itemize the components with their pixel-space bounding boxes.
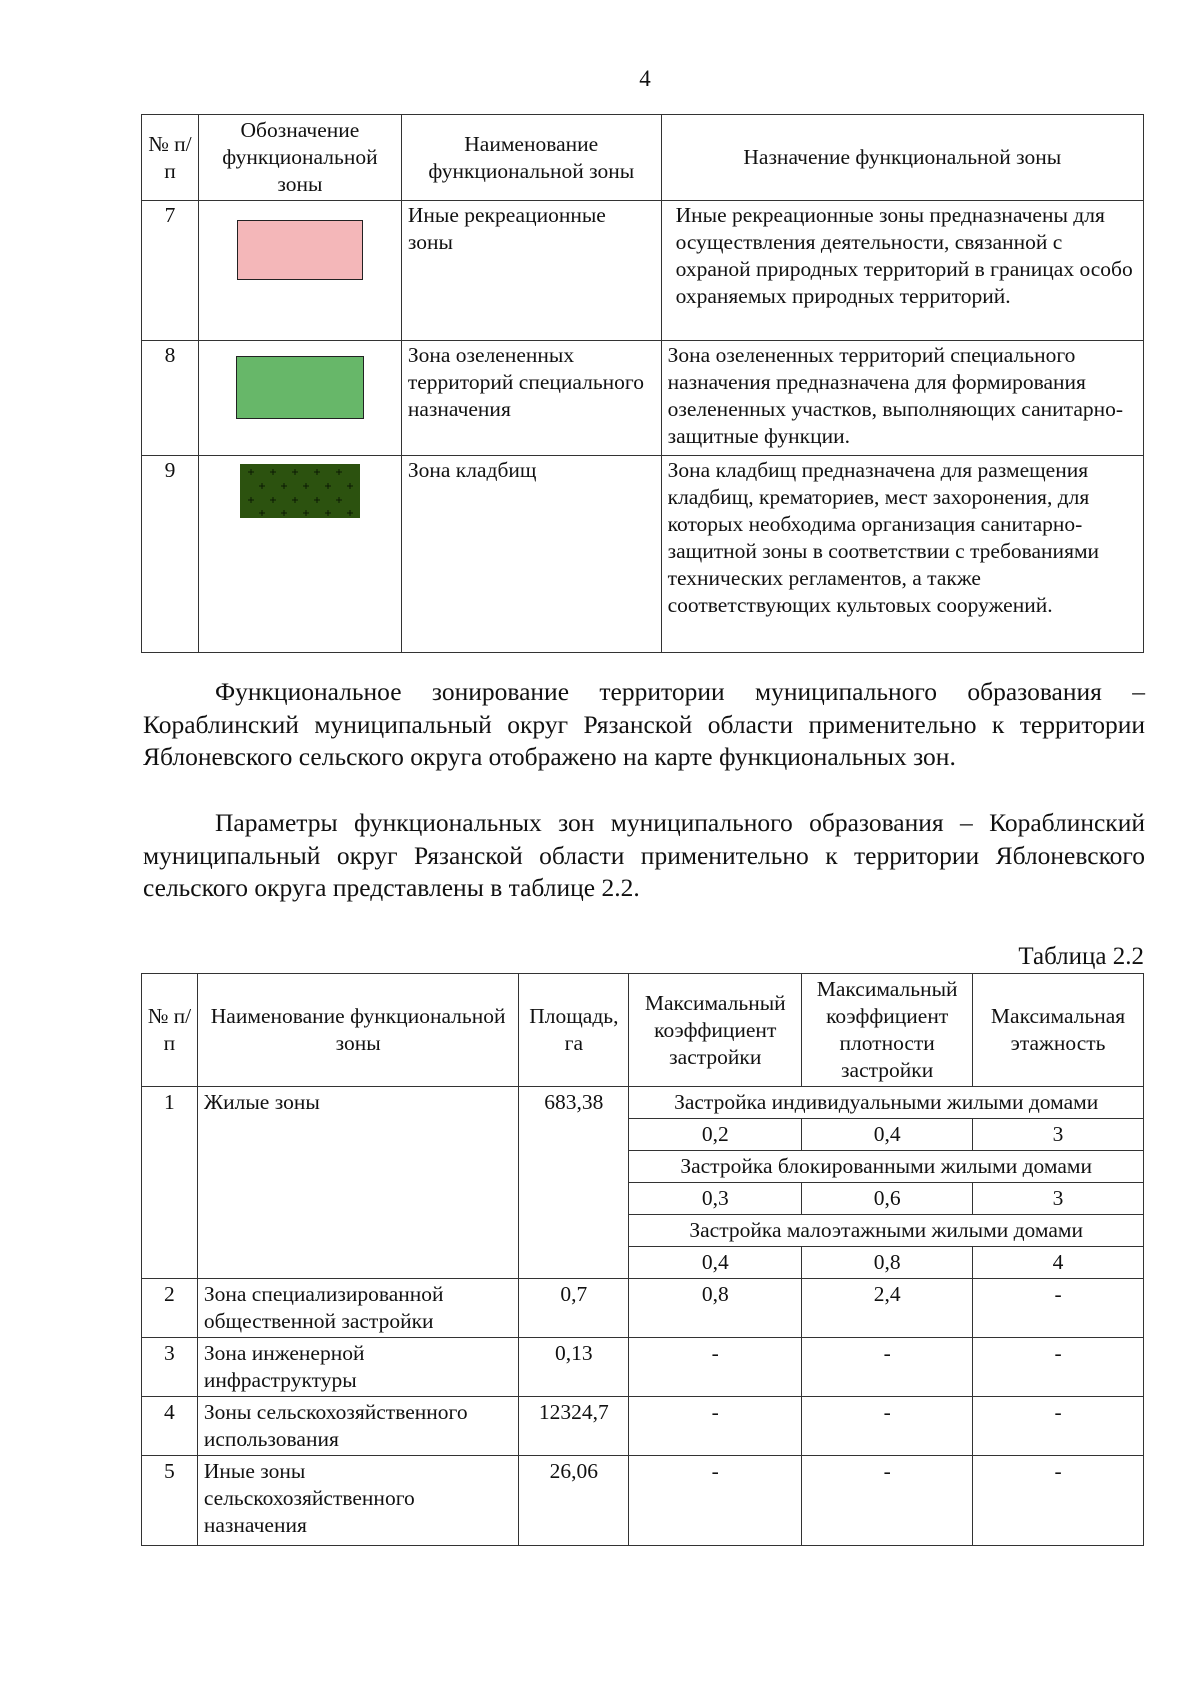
value-coverage: - — [629, 1397, 802, 1456]
zone-name: Иные рекреационные зоны — [401, 201, 661, 341]
row-name: Зона инженерной инфраструктуры — [197, 1338, 519, 1397]
subtype-label: Застройка блокированными жилыми домами — [629, 1151, 1144, 1183]
zone-parameters-table — [141, 973, 1144, 1546]
cross-pattern-icon — [240, 464, 360, 518]
table-row — [142, 1338, 1144, 1397]
zone-name: Зона кладбищ — [401, 456, 661, 653]
value-floors: - — [973, 1279, 1144, 1338]
zone-purpose: Зона кладбищ предназначена для размещения кладбищ, крематориев, мест захоронения, для которых необходима организация санитарно-защитной зоны в соответствии с требованиями технических регламентов, а также соответствующих культовых сооружений. — [661, 456, 1143, 653]
header-max-coverage: Максимальный коэффициент застройки — [629, 974, 802, 1087]
header-num: № п/п — [142, 974, 198, 1087]
value-coverage: 0,3 — [629, 1183, 802, 1215]
value-density: - — [802, 1397, 973, 1456]
zone-symbol-cell — [198, 456, 401, 653]
row-area: 12324,7 — [519, 1397, 629, 1456]
row-num: 4 — [142, 1397, 198, 1456]
value-density: 0,8 — [802, 1247, 973, 1279]
row-num: 5 — [142, 1456, 198, 1546]
row-area: 0,13 — [519, 1338, 629, 1397]
zone-row-8 — [142, 341, 1144, 456]
page-number: 4 — [639, 66, 651, 91]
value-floors: - — [973, 1456, 1144, 1546]
zone-num: 8 — [142, 341, 199, 456]
header-num: № п/п — [142, 115, 199, 201]
header-max-density: Максимальный коэффициент плотности застройки — [802, 974, 973, 1087]
zone-name: Зона озелененных территорий специального назначения — [401, 341, 661, 456]
value-floors: 3 — [973, 1119, 1144, 1151]
header-name: Наименование функциональной зоны — [197, 974, 519, 1087]
value-floors: - — [973, 1397, 1144, 1456]
value-coverage: 0,4 — [629, 1247, 802, 1279]
value-density: - — [802, 1338, 973, 1397]
cemetery-zone-swatch — [240, 464, 360, 518]
table-row — [142, 1456, 1144, 1546]
row-area: 0,7 — [519, 1279, 629, 1338]
zone-symbol-cell — [198, 201, 401, 341]
zone-purpose: Зона озелененных территорий специального назначения предназначена для формирования озелененных участков, выполняющих санитарно-защитные функции. — [661, 341, 1143, 456]
row-area: 683,38 — [519, 1087, 629, 1279]
recreation-zone-swatch — [237, 220, 363, 280]
zone-num: 7 — [142, 201, 199, 341]
value-coverage: 0,2 — [629, 1119, 802, 1151]
row-num: 1 — [142, 1087, 198, 1279]
row-num: 3 — [142, 1338, 198, 1397]
table-caption: Таблица 2.2 — [1018, 943, 1144, 970]
functional-zones-legend-table — [141, 114, 1144, 653]
header-max-floors: Максимальная этажность — [973, 974, 1144, 1087]
value-floors: - — [973, 1338, 1144, 1397]
header-name: Наименование функциональной зоны — [401, 115, 661, 201]
zone-purpose: Иные рекреационные зоны предназначены для осуществления деятельности, связанной с охраной природных территорий в границах особо охраняемых природных территорий. — [661, 201, 1143, 341]
value-coverage: - — [629, 1456, 802, 1546]
paragraph-zoning: Функциональное зонирование территории муниципального образования – Кораблинский муниципальный округ Рязанской области применительно к территории Яблоневского сельского округа отображено на карте функциональных зон. — [143, 677, 1145, 771]
zone-num: 9 — [142, 456, 199, 653]
params-table-header-row — [142, 974, 1144, 1087]
row-name: Зона специализированной общественной застройки — [197, 1279, 519, 1338]
table-row — [142, 1279, 1144, 1338]
value-density: 2,4 — [802, 1279, 973, 1338]
value-floors: 4 — [973, 1247, 1144, 1279]
row-area: 26,06 — [519, 1456, 629, 1546]
paragraph-parameters: Параметры функциональных зон муниципального образования – Кораблинский муниципальный округ Рязанской области применительно к территории Яблоневского сельского округа представлены в таблице 2.2. — [143, 808, 1145, 902]
value-density: 0,4 — [802, 1119, 973, 1151]
zone-symbol-cell — [198, 341, 401, 456]
subtype-label: Застройка индивидуальными жилыми домами — [629, 1087, 1144, 1119]
table-row — [142, 1397, 1144, 1456]
subtype-label: Застройка малоэтажными жилыми домами — [629, 1215, 1144, 1247]
value-floors: 3 — [973, 1183, 1144, 1215]
green-zone-swatch — [236, 356, 364, 419]
row-name: Иные зоны сельскохозяйственного назначения — [197, 1456, 519, 1546]
zone-row-9 — [142, 456, 1144, 653]
zone-row-7 — [142, 201, 1144, 341]
row-num: 2 — [142, 1279, 198, 1338]
value-coverage: - — [629, 1338, 802, 1397]
value-density: 0,6 — [802, 1183, 973, 1215]
header-area: Площадь, га — [519, 974, 629, 1087]
residential-subtype-label-row — [142, 1087, 1144, 1119]
value-density: - — [802, 1456, 973, 1546]
zones-table-header-row — [142, 115, 1144, 201]
header-purpose: Назначение функциональной зоны — [661, 115, 1143, 201]
row-name: Жилые зоны — [197, 1087, 519, 1279]
header-symbol: Обозначение функциональной зоны — [198, 115, 401, 201]
value-coverage: 0,8 — [629, 1279, 802, 1338]
row-name: Зоны сельскохозяйственного использования — [197, 1397, 519, 1456]
